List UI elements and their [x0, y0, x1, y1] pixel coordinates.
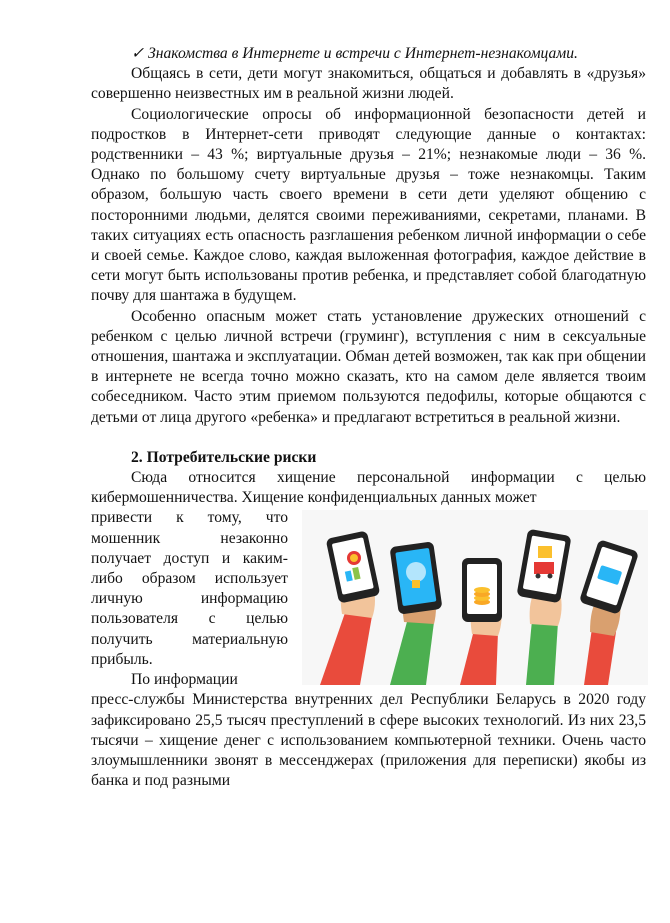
paragraph: Особенно опасным может стать установление дружеских отношений с ребенком с целью личной встречи (груминг), вступления с ним в сексуальные отношения, шантажа и эксплуатации. Обман детей возможен, так как при общении в интернете не всегда точно можно сказать, кто на самом деле является твоим собеседником. Часто этим приемом пользуются педофилы, которые общаются с детьми от лица другого «ребенка» и предлагают встретиться в реальной жизни.: [91, 307, 646, 426]
subheading-online-dating: [91, 44, 646, 64]
text-column: [91, 44, 646, 791]
subheading-text: Знакомства в Интернете и встречи с Интернет-незнакомцами.: [147, 45, 578, 62]
paragraph: пресс-службы Министерства внутренних дел Республики Беларусь в 2020 году зафиксировано 25,5 тысяч преступлений в сфере высоких технологий. Из них 23,5 тысячи – хищение денег с использованием компьютерной техники. Очень часто злоумышленники звонят в мессенджерах (приложения для переписки) якобы из банка и под разными: [91, 691, 646, 790]
paragraph-start: По информации: [131, 671, 238, 689]
paragraph: Социологические опросы об информационной безопасности детей и подростков в Интернет-сети приводят следующие данные о контактах: родственники – 43 %; виртуальные друзья – 21%; незнакомые люди – 36 %. Однако по большому счету виртуальные друзья – тоже незнакомцы. Таким образом, большую часть своего времени в сети дети уделяют общению с посторонними людьми, делятся своими переживаниями, секретами, планами. В таких ситуациях есть опасность разглашения ребенком личной информации о себе и своей семье. Каждое слово, каждая выложенная фотография, каждое действие в сети могут быть использованы против ребенка, и представляет собой благодатную почву для шантажа в будущем.: [91, 105, 646, 305]
text-with-figure: [91, 508, 646, 690]
hands-with-smartphones-illustration: [302, 510, 648, 685]
paragraph: Общаясь в сети, дети могут знакомиться, общаться и добавлять в «друзья» совершенно неизвестных им в реальной жизни людей.: [91, 65, 646, 103]
paragraph: привести к тому, что мошенник незаконно получает доступ и каким-либо образом использует личную информацию пользователя с целью получить материальную прибыль.: [91, 509, 288, 668]
section-heading-consumer-risks: 2. Потребительские риски: [131, 448, 317, 466]
paragraph: Сюда относится хищение персональной информации с целью кибермошенничества. Хищение конфиденциальных данных может: [91, 469, 646, 507]
check-mark-icon: ✓: [131, 45, 145, 62]
